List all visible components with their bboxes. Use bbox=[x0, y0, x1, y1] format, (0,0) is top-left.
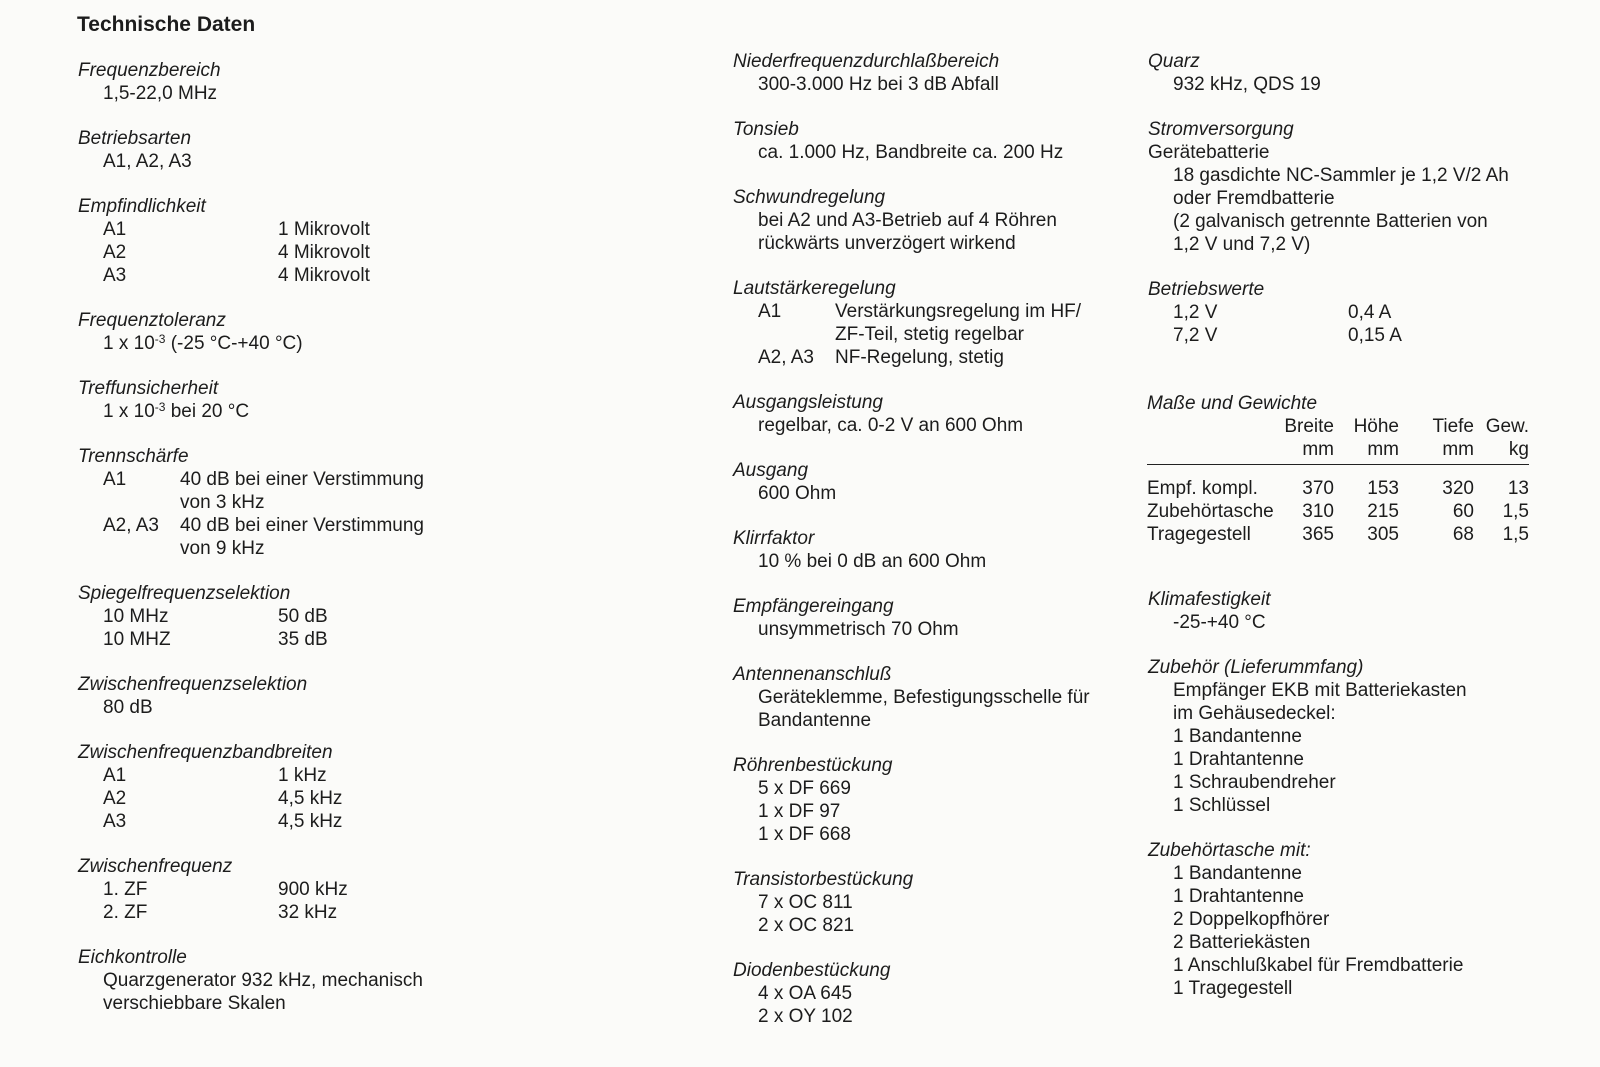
column-middle bbox=[733, 50, 1113, 1050]
section-title: Klirrfaktor bbox=[733, 528, 815, 549]
value-prefix: 1 x 10 bbox=[103, 401, 155, 422]
section-zwischenfrequenzselektion bbox=[78, 673, 478, 719]
section-title: Eichkontrolle bbox=[78, 947, 187, 968]
list-item: Empfänger EKB mit Batteriekasten bbox=[1173, 680, 1467, 701]
section-title: Klimafestigkeit bbox=[1148, 589, 1271, 610]
section-title: Betriebsarten bbox=[78, 128, 192, 149]
table-cell: 1,5 bbox=[1502, 524, 1529, 545]
spec-value: 32 kHz bbox=[278, 902, 338, 923]
spec-row bbox=[733, 300, 1113, 346]
spec-value: 4,5 kHz bbox=[278, 811, 343, 832]
spec-value: 50 dB bbox=[278, 606, 328, 627]
spec-key: A2, A3 bbox=[103, 515, 159, 536]
spec-key: A1 bbox=[103, 219, 127, 240]
section-title: Quarz bbox=[1148, 51, 1200, 72]
value-text: verschiebbare Skalen bbox=[103, 993, 286, 1014]
spec-row bbox=[1148, 301, 1538, 324]
spec-row bbox=[78, 605, 478, 628]
list-item: 1 Drahtantenne bbox=[1173, 749, 1304, 770]
list-item: im Gehäusedeckel: bbox=[1173, 703, 1336, 724]
table-header-cell: Höhe bbox=[1353, 416, 1399, 437]
value-text: 300-3.000 Hz bei 3 dB Abfall bbox=[758, 74, 999, 95]
spec-value-line: ZF-Teil, stetig regelbar bbox=[835, 324, 1025, 345]
spec-value-line: 40 dB bei einer Verstimmung bbox=[180, 515, 424, 536]
value-text: 10 % bei 0 dB an 600 Ohm bbox=[758, 551, 987, 572]
list-item: 5 x DF 669 bbox=[758, 778, 851, 799]
value-text: oder Fremdbatterie bbox=[1173, 188, 1335, 209]
table-cell: 320 bbox=[1442, 478, 1474, 499]
section-title: Ausgang bbox=[733, 460, 809, 481]
section-title: Lautstärkeregelung bbox=[733, 278, 896, 299]
spec-value-line: von 3 kHz bbox=[180, 492, 265, 513]
spec-value: 35 dB bbox=[278, 629, 328, 650]
spec-value: 1 kHz bbox=[278, 765, 327, 786]
section-frequenzbereich bbox=[78, 59, 478, 105]
spec-key: A2 bbox=[103, 788, 127, 809]
spec-row bbox=[78, 241, 478, 264]
spec-key: A1 bbox=[758, 301, 782, 322]
section-zubehoertasche bbox=[1148, 839, 1538, 1000]
table-cell: 1,5 bbox=[1502, 501, 1529, 522]
spec-value bbox=[180, 468, 478, 514]
spec-row bbox=[78, 787, 478, 810]
spec-row bbox=[1148, 324, 1538, 347]
value-text: ca. 1.000 Hz, Bandbreite ca. 200 Hz bbox=[758, 142, 1064, 163]
section-title: Spiegelfrequenzselektion bbox=[78, 583, 291, 604]
value-text: 1,2 V und 7,2 V) bbox=[1173, 234, 1311, 255]
table-row bbox=[1147, 465, 1529, 501]
section-schwundregelung bbox=[733, 186, 1113, 255]
value-text: -25-+40 °C bbox=[1173, 612, 1266, 633]
table-cell: 13 bbox=[1507, 478, 1529, 499]
spec-key: 1. ZF bbox=[103, 879, 148, 900]
spec-value: 1 Mikrovolt bbox=[278, 219, 370, 240]
value-text: 932 kHz, QDS 19 bbox=[1173, 74, 1321, 95]
section-title: Zwischenfrequenzbandbreiten bbox=[78, 742, 333, 763]
table-cell: Empf. kompl. bbox=[1147, 478, 1258, 499]
value-text: regelbar, ca. 0-2 V an 600 Ohm bbox=[758, 415, 1024, 436]
exponent: -3 bbox=[154, 400, 166, 414]
section-roehrenbestueckung bbox=[733, 754, 1113, 846]
value-text: bei A2 und A3-Betrieb auf 4 Röhren bbox=[758, 210, 1057, 231]
spec-value bbox=[180, 514, 478, 560]
dimensions-table bbox=[1147, 415, 1529, 546]
spec-value bbox=[835, 300, 1113, 346]
section-title: Trennschärfe bbox=[78, 446, 189, 467]
table-header-cell: Tiefe bbox=[1432, 416, 1474, 437]
value-text bbox=[78, 400, 478, 423]
section-trennschaerfe bbox=[78, 445, 478, 560]
table-cell: 68 bbox=[1452, 524, 1474, 545]
page-title: Technische Daten bbox=[77, 13, 256, 36]
section-ausgang bbox=[733, 459, 1113, 505]
section-lautstaerkeregelung bbox=[733, 277, 1113, 369]
section-title: Frequenztoleranz bbox=[78, 310, 226, 331]
value-text: A1, A2, A3 bbox=[103, 151, 192, 172]
section-tonsieb bbox=[733, 118, 1113, 164]
spec-value: 0,15 A bbox=[1348, 325, 1402, 346]
list-item: 1 Anschlußkabel für Fremdbatterie bbox=[1173, 955, 1464, 976]
section-title: Treffunsicherheit bbox=[78, 378, 219, 399]
spec-row bbox=[78, 264, 478, 287]
table-cell: 60 bbox=[1452, 501, 1474, 522]
value-text: 600 Ohm bbox=[758, 483, 837, 504]
list-item: 1 x DF 97 bbox=[758, 801, 841, 822]
table-cell: 365 bbox=[1302, 524, 1334, 545]
list-item: 2 Doppelkopfhörer bbox=[1173, 909, 1330, 930]
section-title: Zubehörtasche mit: bbox=[1148, 840, 1311, 861]
spec-row bbox=[78, 514, 478, 560]
section-masse-und-gewichte bbox=[1147, 392, 1538, 546]
value-text: Bandantenne bbox=[758, 710, 872, 731]
section-title: Röhrenbestückung bbox=[733, 755, 893, 776]
list-item: 1 x DF 668 bbox=[758, 824, 851, 845]
list-item: 1 Bandantenne bbox=[1173, 726, 1302, 747]
table-cell: 305 bbox=[1367, 524, 1399, 545]
section-title: Transistorbestückung bbox=[733, 869, 914, 890]
section-title: Frequenzbereich bbox=[78, 60, 221, 81]
section-title: Betriebswerte bbox=[1148, 279, 1265, 300]
section-title: Niederfrequenzdurchlaßbereich bbox=[733, 51, 1000, 72]
section-title: Ausgangsleistung bbox=[733, 392, 883, 413]
section-title: Tonsieb bbox=[733, 119, 799, 140]
spec-value-line: Verstärkungsregelung im HF/ bbox=[835, 301, 1082, 322]
section-antennenanschluss bbox=[733, 663, 1113, 732]
value-subheading: Gerätebatterie bbox=[1148, 142, 1270, 163]
spec-row bbox=[78, 468, 478, 514]
spec-row bbox=[78, 764, 478, 787]
table-header-cell bbox=[1147, 415, 1277, 438]
value-text: Geräteklemme, Befestigungsschelle für bbox=[758, 687, 1090, 708]
column-right bbox=[1148, 50, 1538, 1022]
section-zwischenfrequenzbandbreiten bbox=[78, 741, 478, 833]
section-frequenztoleranz bbox=[78, 309, 478, 355]
table-cell: Zubehörtasche bbox=[1147, 501, 1274, 522]
column-left bbox=[78, 59, 478, 1037]
section-empfaengereingang bbox=[733, 595, 1113, 641]
section-niederfrequenzdurchlassbereich bbox=[733, 50, 1113, 96]
value-text: 18 gasdichte NC-Sammler je 1,2 V/2 Ah bbox=[1173, 165, 1509, 186]
spec-value-line: 40 dB bei einer Verstimmung bbox=[180, 469, 424, 490]
table-units-row bbox=[1147, 438, 1529, 465]
spec-key: A2 bbox=[103, 242, 127, 263]
section-transistorbestueckung bbox=[733, 868, 1113, 937]
spec-value: 900 kHz bbox=[278, 879, 348, 900]
value-suffix: (-25 °C-+40 °C) bbox=[165, 333, 303, 354]
section-title: Empfindlichkeit bbox=[78, 196, 206, 217]
section-betriebsarten bbox=[78, 127, 478, 173]
table-unit-cell: mm bbox=[1334, 438, 1399, 465]
section-diodenbestueckung bbox=[733, 959, 1113, 1028]
value-text bbox=[78, 332, 478, 355]
spec-value: 0,4 A bbox=[1348, 302, 1392, 323]
table-cell: Tragegestell bbox=[1147, 524, 1251, 545]
spec-value: 4,5 kHz bbox=[278, 788, 343, 809]
spec-row bbox=[78, 218, 478, 241]
table-row bbox=[1147, 523, 1529, 546]
section-betriebswerte bbox=[1148, 278, 1538, 347]
spec-row bbox=[78, 901, 478, 924]
list-item: 1 Tragegestell bbox=[1173, 978, 1293, 999]
value-prefix: 1 x 10 bbox=[103, 333, 155, 354]
section-klimafestigkeit bbox=[1148, 588, 1538, 634]
value-text: 1,5-22,0 MHz bbox=[103, 83, 218, 104]
section-treffunsicherheit bbox=[78, 377, 478, 423]
section-title: Schwundregelung bbox=[733, 187, 886, 208]
value-text: unsymmetrisch 70 Ohm bbox=[758, 619, 959, 640]
table-unit-cell: mm bbox=[1399, 438, 1474, 465]
list-item: 4 x OA 645 bbox=[758, 983, 853, 1004]
list-item: 1 Bandantenne bbox=[1173, 863, 1302, 884]
spec-key: A2, A3 bbox=[758, 347, 814, 368]
section-title: Stromversorgung bbox=[1148, 119, 1294, 140]
section-empfindlichkeit bbox=[78, 195, 478, 287]
section-spiegelfrequenzselektion bbox=[78, 582, 478, 651]
spec-row bbox=[78, 878, 478, 901]
exponent: -3 bbox=[154, 332, 166, 346]
table-cell: 215 bbox=[1367, 501, 1399, 522]
spec-key: 7,2 V bbox=[1173, 325, 1218, 346]
value-text: Quarzgenerator 932 kHz, mechanisch bbox=[103, 970, 423, 991]
value-suffix: bei 20 °C bbox=[165, 401, 250, 422]
section-zwischenfrequenz bbox=[78, 855, 478, 924]
section-title: Zubehör (Lieferummfang) bbox=[1148, 657, 1364, 678]
list-item: 1 Schlüssel bbox=[1173, 795, 1271, 816]
list-item: 2 Batteriekästen bbox=[1173, 932, 1311, 953]
table-cell: 153 bbox=[1367, 478, 1399, 499]
spec-value-line: von 9 kHz bbox=[180, 538, 265, 559]
list-item: 1 Schraubendreher bbox=[1173, 772, 1336, 793]
section-eichkontrolle bbox=[78, 946, 478, 1015]
section-title: Empfängereingang bbox=[733, 596, 894, 617]
list-item: 7 x OC 811 bbox=[758, 892, 853, 913]
value-text: rückwärts unverzögert wirkend bbox=[758, 233, 1016, 254]
table-cell: 310 bbox=[1302, 501, 1334, 522]
table-cell: 370 bbox=[1302, 478, 1334, 499]
spec-value: NF-Regelung, stetig bbox=[835, 347, 1004, 368]
value-text: (2 galvanisch getrennte Batterien von bbox=[1173, 211, 1488, 232]
section-ausgangsleistung bbox=[733, 391, 1113, 437]
table-header-cell: Gew. bbox=[1485, 416, 1529, 437]
section-title: Zwischenfrequenzselektion bbox=[78, 674, 308, 695]
spec-key: 2. ZF bbox=[103, 902, 148, 923]
section-title: Antennenanschluß bbox=[733, 664, 892, 685]
spec-key: 10 MHz bbox=[103, 606, 169, 627]
table-unit-cell: mm bbox=[1277, 438, 1334, 465]
table-row bbox=[1147, 500, 1529, 523]
spec-value: 4 Mikrovolt bbox=[278, 242, 370, 263]
spec-value: 4 Mikrovolt bbox=[278, 265, 370, 286]
list-item: 2 x OY 102 bbox=[758, 1006, 853, 1027]
table-header-row bbox=[1147, 415, 1529, 438]
table-header-cell: Breite bbox=[1284, 416, 1334, 437]
section-zubehoer bbox=[1148, 656, 1538, 817]
spec-key: 1,2 V bbox=[1173, 302, 1218, 323]
list-item: 1 Drahtantenne bbox=[1173, 886, 1304, 907]
list-item: 2 x OC 821 bbox=[758, 915, 855, 936]
spec-row bbox=[78, 628, 478, 651]
spec-row bbox=[78, 810, 478, 833]
section-title: Zwischenfrequenz bbox=[78, 856, 233, 877]
section-quarz bbox=[1148, 50, 1538, 96]
table-unit-cell bbox=[1147, 438, 1277, 465]
section-title: Maße und Gewichte bbox=[1147, 393, 1318, 414]
spec-key: A3 bbox=[103, 811, 127, 832]
value-text: 80 dB bbox=[103, 697, 153, 718]
spec-key: A3 bbox=[103, 265, 127, 286]
spec-key: A1 bbox=[103, 765, 127, 786]
spec-key: 10 MHZ bbox=[103, 629, 171, 650]
spec-key: A1 bbox=[103, 469, 127, 490]
section-stromversorgung bbox=[1148, 118, 1538, 256]
table-unit-cell: kg bbox=[1474, 438, 1529, 465]
section-title: Diodenbestückung bbox=[733, 960, 891, 981]
spec-row bbox=[733, 346, 1113, 369]
section-klirrfaktor bbox=[733, 527, 1113, 573]
